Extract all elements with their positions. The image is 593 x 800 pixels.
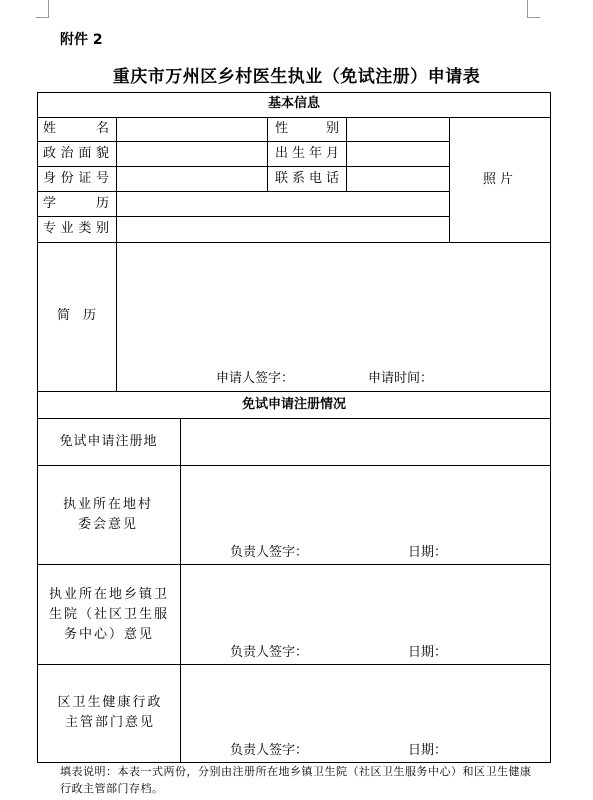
- township-hospital-opinion-label: 执业所在地乡镇卫生院（社区卫生服务中心）意见: [48, 587, 169, 642]
- form-title: 重庆市万州区乡村医生执业（免试注册）申请表: [112, 67, 481, 87]
- township-sign-label: 负责人签字：: [230, 645, 309, 660]
- resume-label: 简 历: [56, 308, 96, 323]
- village-sign-label: 负责人签字：: [230, 545, 309, 560]
- village-committee-opinion-label: 执业所在地村委会意见: [62, 497, 153, 532]
- table-border-right: [550, 92, 551, 763]
- district-date-label: 日期：: [408, 743, 448, 758]
- id-number-label: 身份证号: [43, 171, 109, 186]
- rule-mid-value-col: [346, 117, 347, 192]
- political-status-label: 政治面貌: [43, 146, 109, 161]
- phone-label: 联系电话: [275, 171, 339, 186]
- id-number-field[interactable]: [118, 167, 266, 191]
- resume-field[interactable]: [118, 243, 550, 363]
- rule-basic-header: [37, 117, 551, 118]
- table-border-top: [37, 92, 551, 93]
- education-label: 学 历: [43, 196, 109, 211]
- district-health-dept-opinion-label: 区卫生健康行政主管部门意见: [57, 695, 163, 730]
- rule-opinion-col: [180, 418, 181, 763]
- township-date-label: 日期：: [408, 645, 448, 660]
- gender-label: 性 别: [275, 121, 339, 136]
- major-category-field[interactable]: [118, 217, 448, 242]
- registration-place-label: 免试申请注册地: [59, 434, 158, 449]
- education-field[interactable]: [118, 192, 448, 216]
- applicant-signature-label: 申请人签字：: [216, 371, 295, 386]
- village-date-label: 日期：: [408, 545, 448, 560]
- attachment-label: 附件 2: [60, 32, 103, 48]
- district-health-dept-opinion-field[interactable]: [182, 665, 550, 735]
- table-border-left: [37, 92, 38, 763]
- district-sign-label: 负责人签字：: [230, 743, 309, 758]
- political-status-field[interactable]: [118, 142, 266, 166]
- basic-info-header: 基本信息: [267, 96, 320, 111]
- phone-field[interactable]: [348, 167, 448, 191]
- village-committee-opinion-field[interactable]: [182, 466, 550, 536]
- gender-field[interactable]: [348, 118, 448, 141]
- major-category-label: 专业类别: [43, 221, 109, 236]
- form-instructions: 填表说明：本表一式两份，分别由注册所在地乡镇卫生院（社区卫生服务中心）和区卫生健康行政主管部门存档。: [60, 765, 532, 795]
- rule-label-col: [116, 117, 117, 392]
- birth-date-field[interactable]: [348, 142, 448, 166]
- photo-placeholder[interactable]: 照片: [482, 172, 517, 187]
- name-label: 姓 名: [43, 121, 109, 136]
- rule-mid-col: [267, 117, 268, 192]
- apply-time-label: 申请时间：: [368, 371, 434, 386]
- exempt-registration-header: 免试申请注册情况: [241, 397, 346, 412]
- registration-place-field[interactable]: [182, 419, 550, 465]
- township-hospital-opinion-field[interactable]: [182, 565, 550, 635]
- rule-resume-bottom: [37, 391, 551, 392]
- name-field[interactable]: [118, 118, 266, 141]
- birth-date-label: 出生年月: [275, 146, 339, 161]
